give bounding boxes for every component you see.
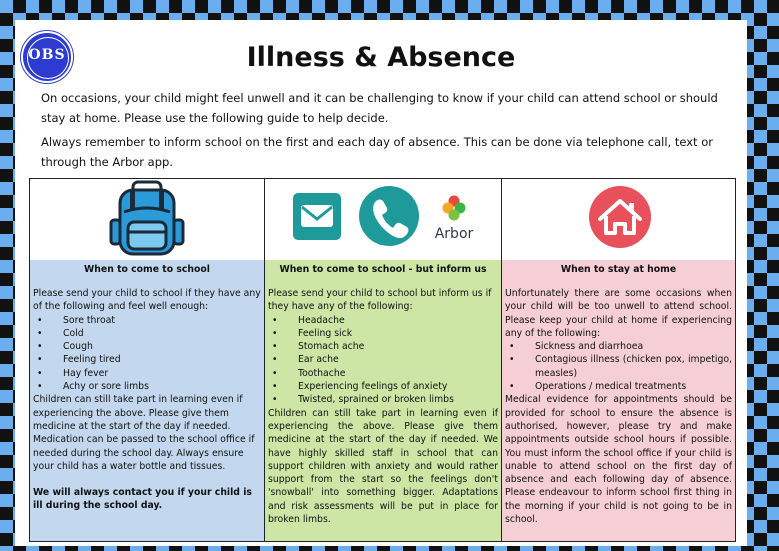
column-lead-1: Please send your child to school if they have any of the following and feel well enough: xyxy=(33,288,261,313)
column-heading-1: When to come to school xyxy=(84,264,210,275)
column-heading-3: When to stay at home xyxy=(560,264,677,275)
arbor-label: Arbor xyxy=(434,226,474,242)
column-come-to-school xyxy=(30,179,265,541)
list-item: • Cold xyxy=(33,327,261,340)
column-after-1: Children can still take part in learning even if experiencing the above. Please give them medicine at the start of the day if needed. Medication can be passed to the school office if needed during the school day. Always ensure your child has a water bottle and tissues. xyxy=(33,394,255,472)
column-body-3 xyxy=(502,260,735,541)
intro-paragraph-2: Always remember to inform school on the first and each day of absence. This can be done via telephone call, text or through the Arbor app. xyxy=(41,135,713,169)
list-item: • Toothache xyxy=(268,367,498,380)
column-stay-home xyxy=(502,179,735,541)
column-body-1 xyxy=(30,260,264,541)
list-item: • Experiencing feelings of anxiety xyxy=(268,380,498,393)
house-icon xyxy=(502,179,735,260)
page-title: Illness & Absence xyxy=(246,42,516,73)
symptom-list-3 xyxy=(505,340,732,393)
list-item: • Operations / medical treatments xyxy=(505,380,732,393)
list-item: • Contagious illness (chicken pox, impetigo, measles) xyxy=(505,353,732,380)
list-item: • Achy or sore limbs xyxy=(33,380,261,393)
arbor-logo-icon xyxy=(443,196,466,221)
column-footer-1: We will always contact you if your child is ill during the school day. xyxy=(33,487,252,512)
column-lead-2: Please send your child to school but inform us if they have any of the following: xyxy=(268,288,492,313)
icon-cell-2 xyxy=(265,179,501,261)
symptom-list-2 xyxy=(268,314,498,407)
list-item: • Sickness and diarrhoea xyxy=(505,340,732,353)
list-item: • Ear ache xyxy=(268,353,498,366)
poster-sheet xyxy=(15,20,747,546)
column-heading-2: When to come to school - but inform us xyxy=(279,264,487,275)
list-item: • Feeling tired xyxy=(33,353,261,366)
message-icon xyxy=(293,193,341,240)
column-after-3: Medical evidence for appointments should be provided for school to ensure the absence is authorised, however, please try and make appointments outside school hours if possible. You must inform the school office if your child is unable to attend school on the first day of absence and each following day of absence. Please endeavour to inform school first thing in the morning if your child is not going to be in school. xyxy=(505,394,732,526)
column-body-2 xyxy=(265,260,501,541)
list-item: • Feeling sick xyxy=(268,327,498,340)
column-lead-3: Unfortunately there are some occasions when your child will be too unwell to attend school. Please keep your child at home if experiencing any of the following: xyxy=(505,288,732,339)
list-item: • Headache xyxy=(268,314,498,327)
column-inform-us xyxy=(265,179,502,541)
contact-icons xyxy=(265,179,502,260)
icon-cell-1 xyxy=(30,179,264,261)
phone-icon xyxy=(359,186,419,246)
list-item: • Hay fever xyxy=(33,367,261,380)
backpack-icon xyxy=(30,179,265,260)
list-item: • Sore throat xyxy=(33,314,261,327)
list-item: • Cough xyxy=(33,340,261,353)
column-after-2: Children can still take part in learning even if experiencing the above. Please give them medicine at the start of the day if needed. We have highly skilled staff in school that can support children with anxiety and would rather support from the start so the feelings don't 'snowball' into something bigger. Adaptations and risk assessments will be put in place for broken limbs. xyxy=(268,407,498,526)
list-item: • Twisted, sprained or broken limbs xyxy=(268,393,498,406)
logo-text: OBS xyxy=(28,47,66,63)
intro-paragraph-1: On occasions, your child might feel unwell and it can be challenging to know if your child can attend school or should stay at home. Please use the following guide to help decide. xyxy=(41,91,718,125)
list-item: • Stomach ache xyxy=(268,340,498,353)
guide-table xyxy=(29,178,736,542)
symptom-list-1 xyxy=(33,314,261,394)
icon-cell-3 xyxy=(502,179,735,261)
